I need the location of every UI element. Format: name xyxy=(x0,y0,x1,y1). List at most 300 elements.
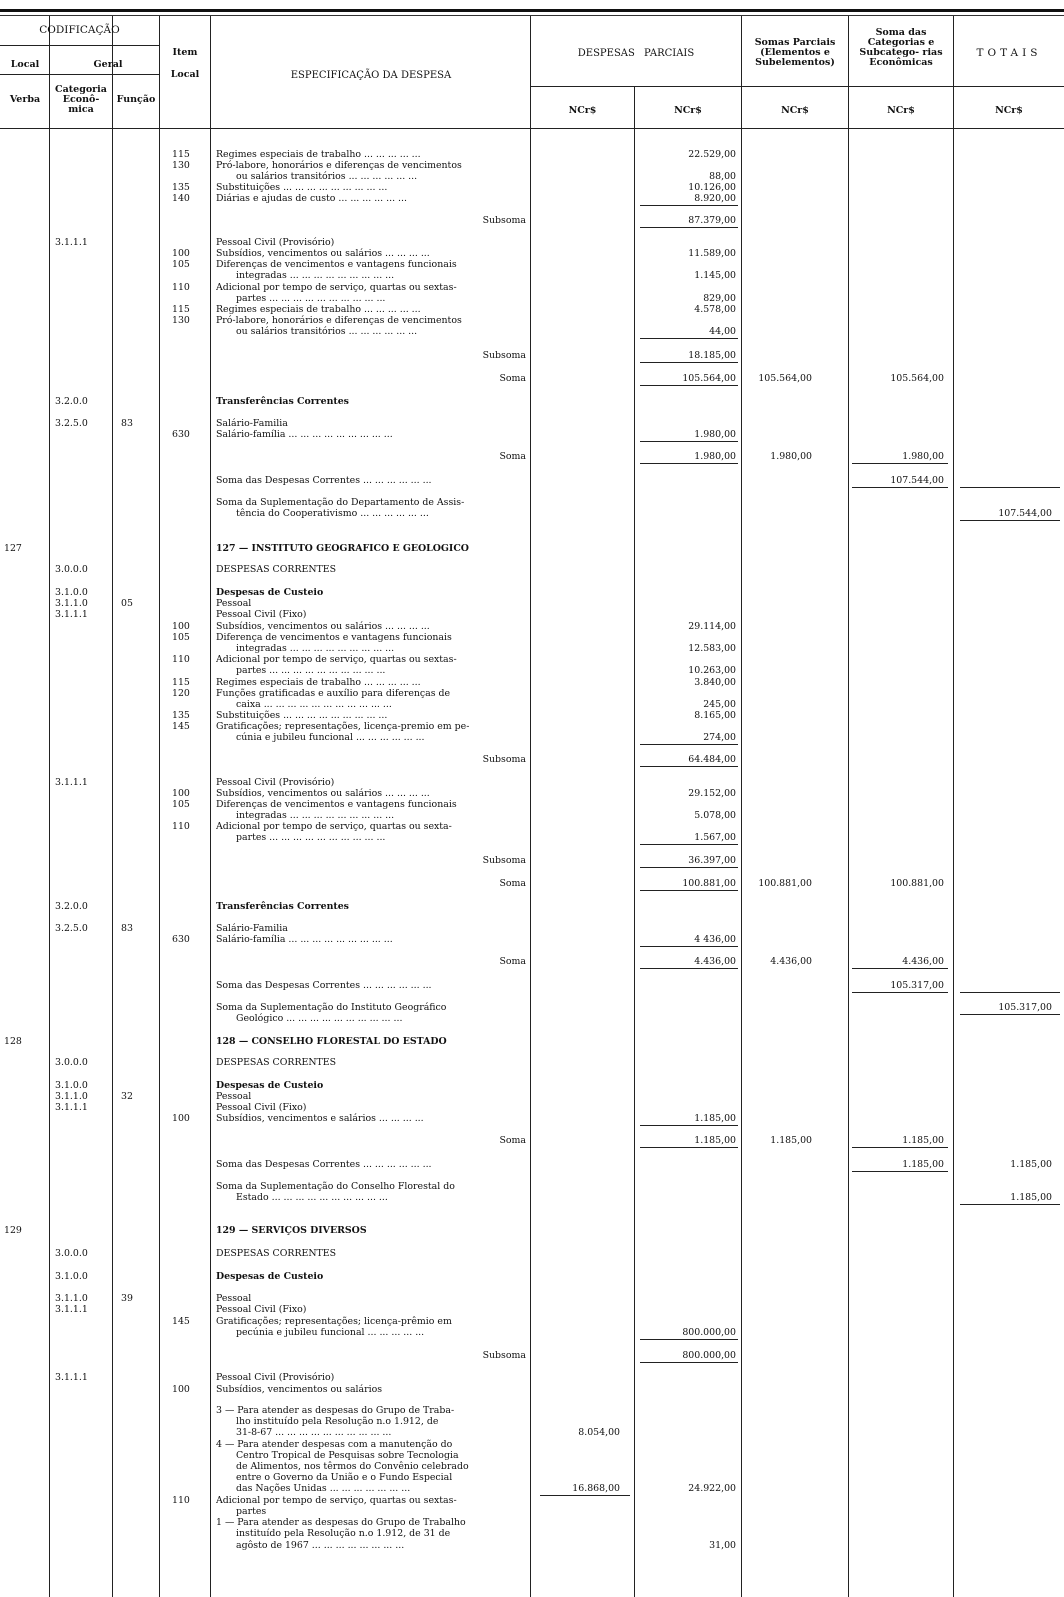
despesa-parcial-2: 800.000,00 xyxy=(682,1350,736,1361)
total-value: 1.185,00 xyxy=(1010,1159,1052,1170)
sum-rule xyxy=(960,992,1060,993)
sum-rule xyxy=(852,463,948,464)
spec-text: Pessoal Civil (Provisório) xyxy=(216,777,335,788)
despesa-parcial-2: 1.980,00 xyxy=(694,451,736,462)
sum-rule xyxy=(640,946,738,947)
despesa-parcial-2: 8.920,00 xyxy=(694,193,736,204)
header-totais: TOTAIS xyxy=(976,47,1042,59)
categoria-code: 3.1.1.1 xyxy=(55,777,88,788)
spec-text: 31-8-67 ... ... ... ... ... ... ... ... ... ... xyxy=(236,1427,392,1438)
sum-rule xyxy=(640,1362,738,1363)
spec-text: lho instituído pela Resolução n.o 1.912, de xyxy=(236,1416,439,1427)
spec-text: Substituições ... ... ... ... ... ... ... ... ... xyxy=(216,710,388,721)
spec-text: Transferências Correntes xyxy=(216,901,349,912)
item-code: 115 xyxy=(172,304,190,315)
categoria-code: 3.0.0.0 xyxy=(55,564,88,575)
table-row xyxy=(0,543,1064,554)
categoria-code: 3.1.1.0 xyxy=(55,598,88,609)
spec-text: pecúnia e jubileu funcional ... ... ... ... ... xyxy=(236,1327,425,1338)
table-row xyxy=(0,710,1064,721)
categoria-code: 3.1.1.1 xyxy=(55,1372,88,1383)
header-verba: Verba xyxy=(9,94,41,105)
spec-text: Funções gratificadas e auxílio para diferenças de xyxy=(216,688,451,699)
despesa-parcial-2: 36.397,00 xyxy=(688,855,736,866)
sum-rule xyxy=(960,1204,1060,1205)
sum-rule xyxy=(640,441,738,442)
spec-text: Soma das Despesas Correntes ... ... ... ... ... ... xyxy=(216,980,432,991)
table-row xyxy=(0,1528,1064,1539)
categoria-code: 3.2.5.0 xyxy=(55,418,88,429)
total-value: 1.185,00 xyxy=(1010,1192,1052,1203)
despesa-parcial-2: 88,00 xyxy=(709,171,736,182)
table-row xyxy=(0,259,1064,270)
header-especificacao: ESPECIFICAÇÃO DA DESPESA xyxy=(290,70,452,81)
table-row xyxy=(0,788,1064,799)
spec-text: das Nações Unidas ... ... ... ... ... ... ... xyxy=(236,1483,411,1494)
funcao-code: 32 xyxy=(121,1091,133,1102)
spec-text: Soma das Despesas Correntes ... ... ... ... ... ... xyxy=(216,1159,432,1170)
spec-text: Pró-labore, honorários e diferenças de vencimentos xyxy=(216,160,462,171)
table-row xyxy=(0,1450,1064,1461)
table-row xyxy=(0,1472,1064,1483)
spec-text: Salário-Familia xyxy=(216,418,288,429)
header-rule xyxy=(954,86,1064,87)
spec-text: 4 — Para atender despesas com a manutenção do xyxy=(216,1439,453,1450)
spec-text: DESPESAS CORRENTES xyxy=(216,1057,337,1068)
despesa-parcial-1: 8.054,00 xyxy=(578,1427,620,1438)
item-code: 100 xyxy=(172,621,190,632)
table-row xyxy=(0,1102,1064,1113)
soma-categoria: 4.436,00 xyxy=(902,956,944,967)
despesa-parcial-2: 31,00 xyxy=(709,1540,736,1551)
spec-text: Soma xyxy=(499,373,526,384)
soma-categoria: 100.881,00 xyxy=(890,878,944,889)
spec-text: Adicional por tempo de serviço, quartas ou sexta- xyxy=(216,821,452,832)
spec-text: Soma xyxy=(499,1135,526,1146)
table-row xyxy=(0,1248,1064,1259)
spec-text: Soma xyxy=(499,956,526,967)
funcao-code: 83 xyxy=(121,923,133,934)
table-row xyxy=(0,923,1064,934)
table-row xyxy=(0,980,1064,991)
soma-categoria: 1.185,00 xyxy=(902,1159,944,1170)
soma-parcial: 105.564,00 xyxy=(758,373,812,384)
spec-text: Subsoma xyxy=(482,1350,526,1361)
table-row xyxy=(0,1135,1064,1146)
table-row xyxy=(0,1304,1064,1315)
header-currency: NCr$ xyxy=(674,105,702,116)
categoria-code: 3.1.1.0 xyxy=(55,1091,88,1102)
table-row xyxy=(0,1316,1064,1327)
spec-text: Diferença de vencimentos e vantagens funcionais xyxy=(216,632,452,643)
categoria-code: 3.1.1.0 xyxy=(55,1293,88,1304)
spec-text: Pessoal Civil (Provisório) xyxy=(216,1372,335,1383)
sum-rule xyxy=(640,463,738,464)
header-rule xyxy=(0,74,159,75)
table-row xyxy=(0,732,1064,743)
despesa-parcial-2: 1.185,00 xyxy=(694,1135,736,1146)
table-row xyxy=(0,1540,1064,1551)
table-row xyxy=(0,1405,1064,1416)
table-row xyxy=(0,777,1064,788)
spec-text: integradas ... ... ... ... ... ... ... ... ... xyxy=(236,643,395,654)
header-bottom-rule xyxy=(0,128,1064,129)
table-row xyxy=(0,1293,1064,1304)
spec-text: Transferências Correntes xyxy=(216,396,349,407)
table-row xyxy=(0,1091,1064,1102)
spec-text: ou salários transitórios ... ... ... ... ... ... xyxy=(236,171,418,182)
table-row xyxy=(0,598,1064,609)
item-code: 120 xyxy=(172,688,190,699)
spec-text: Subsoma xyxy=(482,215,526,226)
table-row xyxy=(0,293,1064,304)
despesa-parcial-2: 18.185,00 xyxy=(688,350,736,361)
table-row xyxy=(0,1384,1064,1395)
sum-rule xyxy=(640,1125,738,1126)
table-row xyxy=(0,1225,1064,1236)
table-row xyxy=(0,1427,1064,1438)
table-row xyxy=(0,721,1064,732)
spec-text: ou salários transitórios ... ... ... ... ... ... xyxy=(236,326,418,337)
table-row xyxy=(0,475,1064,486)
sum-rule xyxy=(640,766,738,767)
verba-code: 127 xyxy=(4,543,22,554)
spec-text: Pessoal xyxy=(216,598,252,609)
table-row xyxy=(0,315,1064,326)
soma-parcial: 1.185,00 xyxy=(770,1135,812,1146)
item-code: 140 xyxy=(172,193,190,204)
sum-rule xyxy=(640,338,738,339)
table-row xyxy=(0,1192,1064,1203)
table-row xyxy=(0,901,1064,912)
spec-text: Soma xyxy=(499,878,526,889)
despesa-parcial-2: 8.165,00 xyxy=(694,710,736,721)
table-row xyxy=(0,149,1064,160)
spec-text: Pessoal Civil (Provisório) xyxy=(216,237,335,248)
header-rule xyxy=(742,86,848,87)
sum-rule xyxy=(640,1147,738,1148)
spec-text: Subsídios, vencimentos e salários ... ... ... ... xyxy=(216,1113,424,1124)
table-row xyxy=(0,688,1064,699)
spec-text: Soma da Suplementação do Conselho Florestal do xyxy=(216,1181,455,1192)
despesa-parcial-2: 3.840,00 xyxy=(694,677,736,688)
spec-text: partes xyxy=(236,1506,267,1517)
spec-text: Salário-família ... ... ... ... ... ... ... ... ... xyxy=(216,934,393,945)
table-row xyxy=(0,1113,1064,1124)
spec-text: Soma xyxy=(499,451,526,462)
despesa-parcial-2: 1.980,00 xyxy=(694,429,736,440)
item-code: 100 xyxy=(172,248,190,259)
sum-rule xyxy=(640,1339,738,1340)
spec-text: Pessoal Civil (Fixo) xyxy=(216,1304,307,1315)
item-code: 115 xyxy=(172,149,190,160)
sum-rule xyxy=(640,890,738,891)
spec-text: Pró-labore, honorários e diferenças de vencimentos xyxy=(216,315,462,326)
table-row xyxy=(0,451,1064,462)
table-row xyxy=(0,1080,1064,1091)
header-currency: NCr$ xyxy=(887,105,915,116)
despesa-parcial-2: 5.078,00 xyxy=(694,810,736,821)
despesa-parcial-2: 64.484,00 xyxy=(688,754,736,765)
despesa-parcial-2: 10.126,00 xyxy=(688,182,736,193)
despesa-parcial-1: 16.868,00 xyxy=(572,1483,620,1494)
spec-text: Despesas de Custeio xyxy=(216,587,324,598)
spec-text: Soma da Suplementação do Instituto Geográfico xyxy=(216,1002,447,1013)
header-currency: NCr$ xyxy=(568,105,597,116)
spec-text: partes ... ... ... ... ... ... ... ... ... ... xyxy=(236,832,386,843)
categoria-code: 3.2.0.0 xyxy=(55,901,88,912)
verba-code: 129 xyxy=(4,1225,22,1236)
item-code: 110 xyxy=(172,1495,190,1506)
header-item: Item xyxy=(172,47,198,58)
despesa-parcial-2: 100.881,00 xyxy=(682,878,736,889)
total-value: 107.544,00 xyxy=(998,508,1052,519)
table-row xyxy=(0,564,1064,575)
table-row xyxy=(0,1372,1064,1383)
table-row xyxy=(0,282,1064,293)
spec-text: integradas ... ... ... ... ... ... ... ... ... xyxy=(236,810,395,821)
table-row xyxy=(0,1461,1064,1472)
despesa-parcial-2: 44,00 xyxy=(709,326,736,337)
header-geral: Geral xyxy=(93,59,123,70)
header-rule xyxy=(849,86,953,87)
table-row xyxy=(0,699,1064,710)
table-row xyxy=(0,248,1064,259)
categoria-code: 3.1.1.1 xyxy=(55,1304,88,1315)
header-funcao: Função xyxy=(116,94,156,105)
header-rule xyxy=(531,86,741,87)
item-code: 130 xyxy=(172,160,190,171)
table-row xyxy=(0,497,1064,508)
table-row xyxy=(0,1181,1064,1192)
table-row xyxy=(0,1439,1064,1450)
item-code: 145 xyxy=(172,721,190,732)
sum-rule xyxy=(640,227,738,228)
spec-text: de Alimentos, nos têrmos do Convênio celebrado xyxy=(236,1461,469,1472)
spec-text: 1 — Para atender as despesas do Grupo de Trabalho xyxy=(216,1517,466,1528)
sum-rule xyxy=(640,744,738,745)
item-code: 110 xyxy=(172,821,190,832)
spec-text: tência do Cooperativismo ... ... ... ... ... ... xyxy=(236,508,429,519)
sum-rule xyxy=(640,205,738,206)
spec-text: Diárias e ajudas de custo ... ... ... ... ... ... xyxy=(216,193,407,204)
despesa-parcial-2: 11.589,00 xyxy=(688,248,736,259)
header-local: Local xyxy=(10,59,40,70)
spec-text: partes ... ... ... ... ... ... ... ... ... ... xyxy=(236,293,386,304)
header-item-local: Local xyxy=(170,69,200,80)
spec-text: Subsídios, vencimentos ou salários ... ... ... ... xyxy=(216,788,430,799)
table-row xyxy=(0,237,1064,248)
spec-text: Despesas de Custeio xyxy=(216,1080,324,1091)
table-row xyxy=(0,799,1064,810)
sum-rule xyxy=(960,520,1060,521)
table-row xyxy=(0,1517,1064,1528)
table-row xyxy=(0,1036,1064,1047)
item-code: 100 xyxy=(172,1384,190,1395)
soma-parcial: 4.436,00 xyxy=(770,956,812,967)
categoria-code: 3.1.0.0 xyxy=(55,1271,88,1282)
spec-text: Subsoma xyxy=(482,350,526,361)
funcao-code: 83 xyxy=(121,418,133,429)
item-code: 135 xyxy=(172,710,190,721)
table-row xyxy=(0,632,1064,643)
total-value: 105.317,00 xyxy=(998,1002,1052,1013)
categoria-code: 3.0.0.0 xyxy=(55,1057,88,1068)
item-code: 630 xyxy=(172,934,190,945)
header-somas-parciais: Somas Parciais (Elementos e Subelementos) xyxy=(754,37,836,68)
sum-rule xyxy=(852,1147,948,1148)
top-rule xyxy=(0,9,1064,12)
sum-rule xyxy=(852,968,948,969)
spec-text: 129 — SERVIÇOS DIVERSOS xyxy=(216,1225,367,1236)
spec-text: caixa ... ... ... ... ... ... ... ... ... ... ... xyxy=(236,699,392,710)
table-row xyxy=(0,304,1064,315)
despesa-parcial-2: 29.114,00 xyxy=(688,621,736,632)
despesa-parcial-2: 87.379,00 xyxy=(688,215,736,226)
categoria-code: 3.0.0.0 xyxy=(55,1248,88,1259)
spec-text: Salário-família ... ... ... ... ... ... ... ... ... xyxy=(216,429,393,440)
despesa-parcial-2: 4 436,00 xyxy=(694,934,736,945)
spec-text: Salário-Familia xyxy=(216,923,288,934)
spec-text: Soma das Despesas Correntes ... ... ... ... ... ... xyxy=(216,475,432,486)
table-row xyxy=(0,350,1064,361)
categoria-code: 3.2.0.0 xyxy=(55,396,88,407)
despesa-parcial-2: 1.185,00 xyxy=(694,1113,736,1124)
spec-text: entre o Governo da União e o Fundo Especial xyxy=(236,1472,453,1483)
despesa-parcial-2: 800.000,00 xyxy=(682,1327,736,1338)
spec-text: DESPESAS CORRENTES xyxy=(216,564,337,575)
table-row xyxy=(0,1271,1064,1282)
soma-parcial: 100.881,00 xyxy=(758,878,812,889)
spec-text: Estado ... ... ... ... ... ... ... ... ... ... xyxy=(236,1192,388,1203)
spec-text: cúnia e jubileu funcional ... ... ... ... ... ... xyxy=(236,732,425,743)
despesa-parcial-2: 1.567,00 xyxy=(694,832,736,843)
spec-text: Subsoma xyxy=(482,855,526,866)
table-row xyxy=(0,1495,1064,1506)
table-row xyxy=(0,171,1064,182)
table-row xyxy=(0,934,1064,945)
item-code: 115 xyxy=(172,677,190,688)
item-code: 110 xyxy=(172,654,190,665)
header-categoria-economica: Categoria Econô- mica xyxy=(55,84,107,115)
sum-rule xyxy=(640,362,738,363)
header-soma-categorias: Soma das Categorias e Subcatego- rias Econômicas xyxy=(859,27,943,68)
spec-text: Pessoal xyxy=(216,1091,252,1102)
table-row xyxy=(0,1013,1064,1024)
table-row xyxy=(0,832,1064,843)
despesa-parcial-2: 1.145,00 xyxy=(694,270,736,281)
table-row xyxy=(0,821,1064,832)
soma-categoria: 105.564,00 xyxy=(890,373,944,384)
categoria-code: 3.1.1.1 xyxy=(55,1102,88,1113)
sum-rule xyxy=(852,1171,948,1172)
table-row xyxy=(0,1483,1064,1494)
despesa-parcial-2: 12.583,00 xyxy=(688,643,736,654)
table-row xyxy=(0,810,1064,821)
table-row xyxy=(0,587,1064,598)
spec-text: Substituições ... ... ... ... ... ... ... ... ... xyxy=(216,182,388,193)
soma-categoria: 1.980,00 xyxy=(902,451,944,462)
spec-text: partes ... ... ... ... ... ... ... ... ... ... xyxy=(236,665,386,676)
soma-parcial: 1.980,00 xyxy=(770,451,812,462)
soma-categoria: 105.317,00 xyxy=(890,980,944,991)
spec-text: Despesas de Custeio xyxy=(216,1271,324,1282)
spec-text: Pessoal Civil (Fixo) xyxy=(216,1102,307,1113)
table-row xyxy=(0,855,1064,866)
item-code: 145 xyxy=(172,1316,190,1327)
despesa-parcial-2: 4.436,00 xyxy=(694,956,736,967)
table-row xyxy=(0,1057,1064,1068)
header-currency: NCr$ xyxy=(781,105,809,116)
sum-rule xyxy=(640,968,738,969)
table-row xyxy=(0,270,1064,281)
spec-text: Regimes especiais de trabalho ... ... ... ... ... xyxy=(216,304,421,315)
despesa-parcial-2: 245,00 xyxy=(703,699,736,710)
table-row xyxy=(0,1506,1064,1517)
despesa-parcial-2: 24.922,00 xyxy=(688,1483,736,1494)
verba-code: 128 xyxy=(4,1036,22,1047)
spec-text: Diferenças de vencimentos e vantagens funcionais xyxy=(216,799,457,810)
table-row xyxy=(0,508,1064,519)
soma-categoria: 1.185,00 xyxy=(902,1135,944,1146)
spec-text: Adicional por tempo de serviço, quartas ou sextas- xyxy=(216,1495,457,1506)
sum-rule xyxy=(852,992,948,993)
categoria-code: 3.2.5.0 xyxy=(55,923,88,934)
table-row xyxy=(0,677,1064,688)
table-row xyxy=(0,373,1064,384)
table-row xyxy=(0,182,1064,193)
despesa-parcial-2: 105.564,00 xyxy=(682,373,736,384)
table-row xyxy=(0,160,1064,171)
spec-text: Subsoma xyxy=(482,754,526,765)
despesa-parcial-2: 4.578,00 xyxy=(694,304,736,315)
table-row xyxy=(0,396,1064,407)
table-row xyxy=(0,665,1064,676)
header-codificacao: CODIFICAÇÃO xyxy=(39,24,120,36)
spec-text: Adicional por tempo de serviço, quartas ou sextas- xyxy=(216,654,457,665)
spec-text: agôsto de 1967 ... ... ... ... ... ... ... ... xyxy=(236,1540,405,1551)
spec-text: integradas ... ... ... ... ... ... ... ... ... xyxy=(236,270,395,281)
spec-text: DESPESAS CORRENTES xyxy=(216,1248,337,1259)
item-code: 130 xyxy=(172,315,190,326)
spec-text: 127 — INSTITUTO GEOGRAFICO E GEOLOGICO xyxy=(216,543,469,554)
table-row xyxy=(0,878,1064,889)
categoria-code: 3.1.1.1 xyxy=(55,609,88,620)
table-row xyxy=(0,643,1064,654)
item-code: 100 xyxy=(172,788,190,799)
spec-text: Pessoal Civil (Fixo) xyxy=(216,609,307,620)
spec-text: Gratificações; representações, licença-premio em pe- xyxy=(216,721,470,732)
sum-rule xyxy=(640,844,738,845)
spec-text: Geológico ... ... ... ... ... ... ... ... ... ... xyxy=(236,1013,403,1024)
soma-categoria: 107.544,00 xyxy=(890,475,944,486)
table-row xyxy=(0,326,1064,337)
table-row xyxy=(0,609,1064,620)
spec-text: Centro Tropical de Pesquisas sobre Tecnologia xyxy=(236,1450,459,1461)
table-row xyxy=(0,754,1064,765)
spec-text: 3 — Para atender as despesas do Grupo de Traba- xyxy=(216,1405,455,1416)
categoria-code: 3.1.0.0 xyxy=(55,1080,88,1091)
spec-text: Subsídios, vencimentos ou salários xyxy=(216,1384,383,1395)
spec-text: 128 — CONSELHO FLORESTAL DO ESTADO xyxy=(216,1036,447,1047)
categoria-code: 3.1.0.0 xyxy=(55,587,88,598)
despesa-parcial-2: 29.152,00 xyxy=(688,788,736,799)
item-code: 110 xyxy=(172,282,190,293)
categoria-code: 3.1.1.1 xyxy=(55,237,88,248)
despesa-parcial-2: 22.529,00 xyxy=(688,149,736,160)
item-code: 135 xyxy=(172,182,190,193)
sum-rule xyxy=(852,487,948,488)
